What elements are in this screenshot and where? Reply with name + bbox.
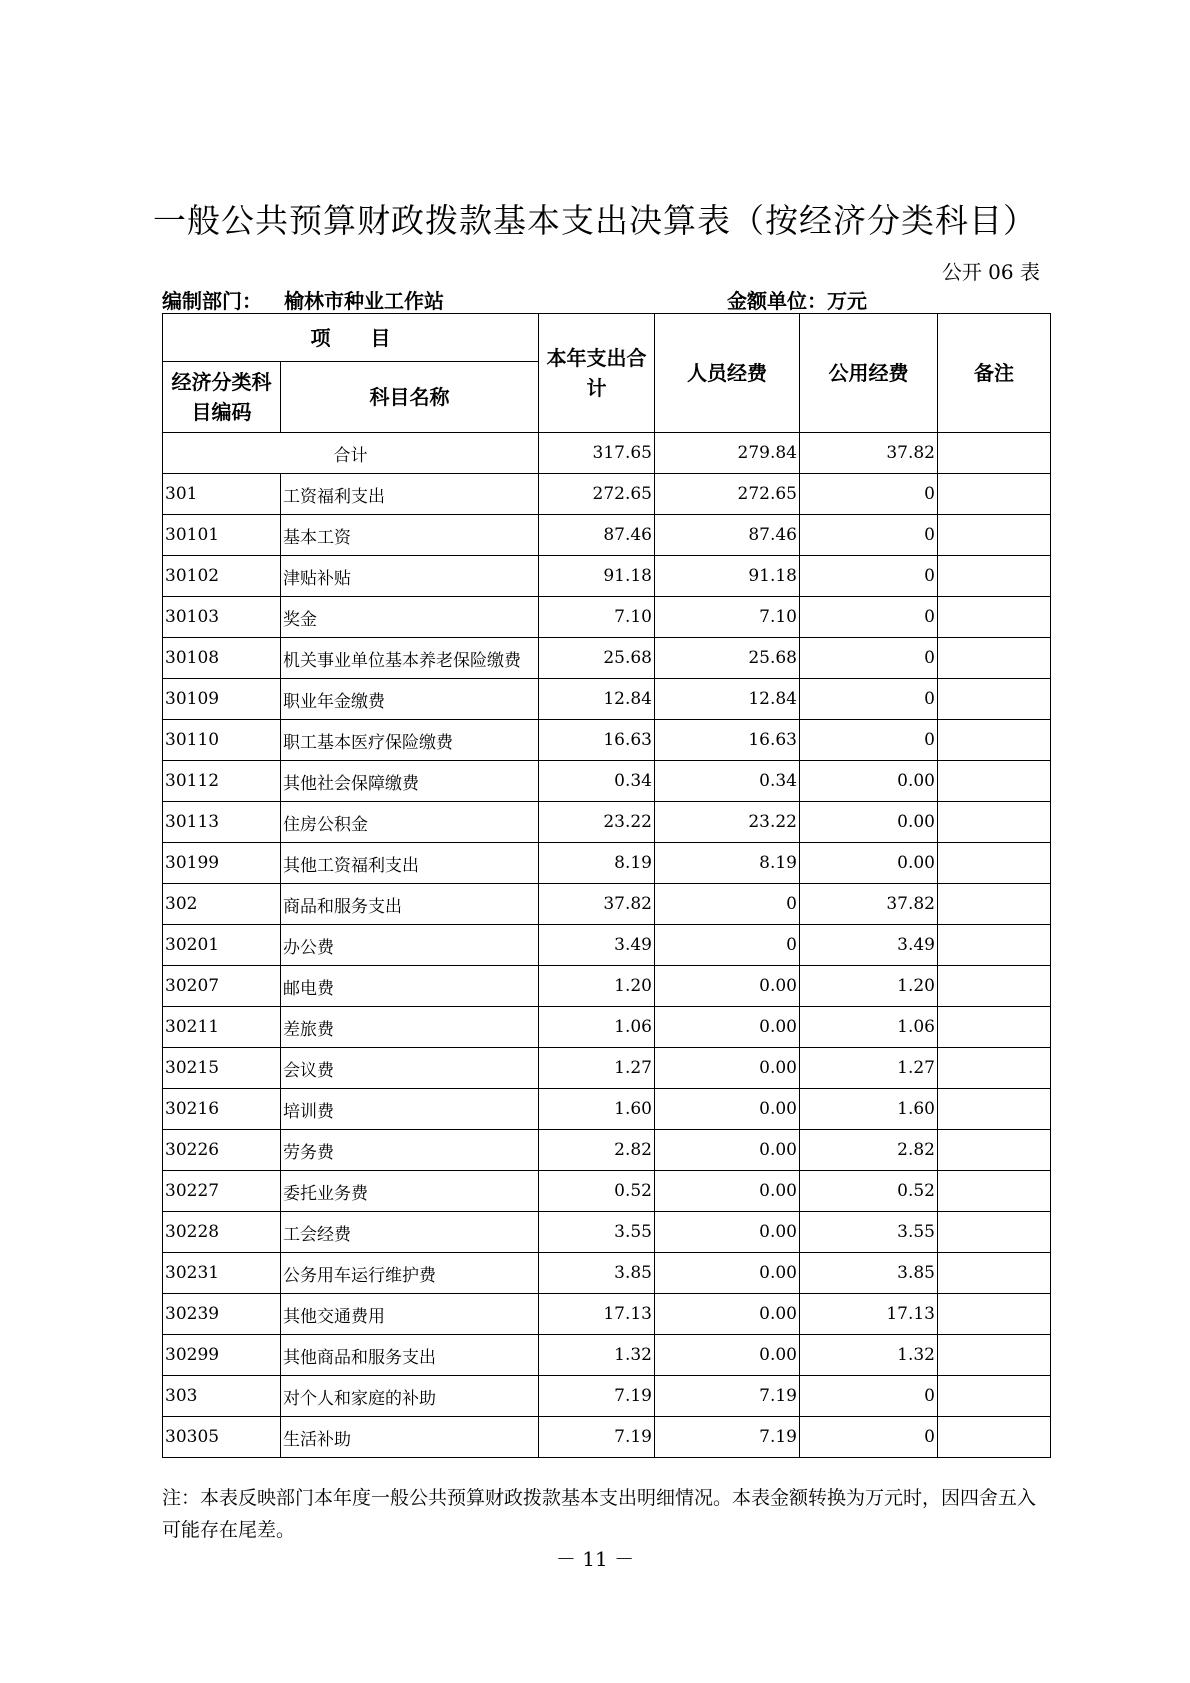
row-total: 1.06	[539, 1007, 655, 1048]
budget-table	[162, 313, 1051, 1458]
row-code: 30211	[163, 1007, 281, 1048]
total-public: 37.82	[800, 433, 938, 474]
row-code: 30113	[163, 802, 281, 843]
total-row	[163, 433, 1051, 474]
row-personnel: 8.19	[655, 843, 800, 884]
header-row-1	[163, 314, 1051, 362]
row-total: 1.32	[539, 1335, 655, 1376]
row-name: 劳务费	[281, 1130, 539, 1171]
row-total: 37.82	[539, 884, 655, 925]
department-value: 榆林市种业工作站	[284, 289, 444, 313]
table-row	[163, 1171, 1051, 1212]
page-title: 一般公共预算财政拨款基本支出决算表（按经济分类科目）	[153, 201, 1037, 240]
row-public: 0	[800, 720, 938, 761]
row-personnel: 0.00	[655, 1171, 800, 1212]
table-row	[163, 802, 1051, 843]
table-row	[163, 1130, 1051, 1171]
row-name: 邮电费	[281, 966, 539, 1007]
row-name: 其他工资福利支出	[281, 843, 539, 884]
row-personnel: 0.00	[655, 1294, 800, 1335]
total-remark	[938, 433, 1051, 474]
department-info	[162, 285, 444, 314]
row-remark	[938, 556, 1051, 597]
row-name: 差旅费	[281, 1007, 539, 1048]
department-label: 编制部门：	[162, 289, 262, 313]
row-personnel: 91.18	[655, 556, 800, 597]
row-public: 1.20	[800, 966, 938, 1007]
row-public: 37.82	[800, 884, 938, 925]
row-name: 基本工资	[281, 515, 539, 556]
row-personnel: 0.00	[655, 1130, 800, 1171]
row-personnel: 12.84	[655, 679, 800, 720]
row-total: 23.22	[539, 802, 655, 843]
row-public: 0	[800, 515, 938, 556]
row-name: 机关事业单位基本养老保险缴费	[281, 638, 539, 679]
row-remark	[938, 638, 1051, 679]
table-row	[163, 1253, 1051, 1294]
row-public: 17.13	[800, 1294, 938, 1335]
row-code: 30109	[163, 679, 281, 720]
table-row	[163, 679, 1051, 720]
row-public: 0	[800, 1376, 938, 1417]
row-remark	[938, 1089, 1051, 1130]
row-remark	[938, 720, 1051, 761]
row-total: 12.84	[539, 679, 655, 720]
row-name: 商品和服务支出	[281, 884, 539, 925]
table-row	[163, 1376, 1051, 1417]
row-public: 2.82	[800, 1130, 938, 1171]
row-code: 30108	[163, 638, 281, 679]
row-code: 30215	[163, 1048, 281, 1089]
row-total: 1.27	[539, 1048, 655, 1089]
table-row	[163, 720, 1051, 761]
row-code: 30226	[163, 1130, 281, 1171]
row-public: 0.00	[800, 843, 938, 884]
row-code: 303	[163, 1376, 281, 1417]
row-name: 其他商品和服务支出	[281, 1335, 539, 1376]
row-public: 0	[800, 474, 938, 515]
row-personnel: 0.00	[655, 1212, 800, 1253]
row-public: 3.55	[800, 1212, 938, 1253]
row-remark	[938, 597, 1051, 638]
row-personnel: 25.68	[655, 638, 800, 679]
row-name: 生活补助	[281, 1417, 539, 1458]
row-remark	[938, 515, 1051, 556]
table-row	[163, 1048, 1051, 1089]
header-public: 公用经费	[800, 314, 938, 433]
row-total: 8.19	[539, 843, 655, 884]
row-name: 住房公积金	[281, 802, 539, 843]
row-remark	[938, 1048, 1051, 1089]
row-remark	[938, 1253, 1051, 1294]
total-label: 合计	[163, 433, 539, 474]
header-remark: 备注	[938, 314, 1051, 433]
row-code: 30207	[163, 966, 281, 1007]
table-row	[163, 966, 1051, 1007]
row-total: 0.52	[539, 1171, 655, 1212]
row-public: 3.85	[800, 1253, 938, 1294]
header-personnel: 人员经费	[655, 314, 800, 433]
row-total: 2.82	[539, 1130, 655, 1171]
row-remark	[938, 1294, 1051, 1335]
row-public: 0	[800, 1417, 938, 1458]
row-name: 办公费	[281, 925, 539, 966]
row-personnel: 7.19	[655, 1376, 800, 1417]
table-row	[163, 597, 1051, 638]
row-public: 3.49	[800, 925, 938, 966]
table-number: 公开 06 表	[941, 260, 1040, 284]
row-remark	[938, 802, 1051, 843]
row-code: 30305	[163, 1417, 281, 1458]
row-remark	[938, 1130, 1051, 1171]
row-remark	[938, 1007, 1051, 1048]
row-public: 0.00	[800, 802, 938, 843]
row-personnel: 0.34	[655, 761, 800, 802]
row-public: 0.00	[800, 761, 938, 802]
row-code: 30102	[163, 556, 281, 597]
row-code: 301	[163, 474, 281, 515]
row-public: 1.60	[800, 1089, 938, 1130]
footnote: 注：本表反映部门本年度一般公共预算财政拨款基本支出明细情况。本表金额转换为万元时，因四舍五入可能存在尾差。	[162, 1487, 1037, 1541]
table-row	[163, 1212, 1051, 1253]
row-personnel: 87.46	[655, 515, 800, 556]
row-total: 25.68	[539, 638, 655, 679]
row-total: 16.63	[539, 720, 655, 761]
table-row	[163, 638, 1051, 679]
row-personnel: 7.19	[655, 1417, 800, 1458]
row-public: 1.32	[800, 1335, 938, 1376]
row-code: 30101	[163, 515, 281, 556]
row-name: 委托业务费	[281, 1171, 539, 1212]
row-remark	[938, 1171, 1051, 1212]
row-personnel: 0.00	[655, 1089, 800, 1130]
row-personnel: 7.10	[655, 597, 800, 638]
row-remark	[938, 884, 1051, 925]
row-public: 0	[800, 597, 938, 638]
row-total: 3.55	[539, 1212, 655, 1253]
row-name: 职工基本医疗保险缴费	[281, 720, 539, 761]
header-name: 科目名称	[281, 362, 539, 433]
row-name: 工会经费	[281, 1212, 539, 1253]
row-name: 培训费	[281, 1089, 539, 1130]
row-public: 0	[800, 679, 938, 720]
row-total: 91.18	[539, 556, 655, 597]
row-name: 津贴补贴	[281, 556, 539, 597]
row-personnel: 0	[655, 925, 800, 966]
row-personnel: 0.00	[655, 1335, 800, 1376]
table-row	[163, 884, 1051, 925]
row-personnel: 0.00	[655, 1007, 800, 1048]
row-public: 1.27	[800, 1048, 938, 1089]
row-name: 会议费	[281, 1048, 539, 1089]
table-row	[163, 1417, 1051, 1458]
row-total: 87.46	[539, 515, 655, 556]
row-remark	[938, 761, 1051, 802]
row-total: 3.85	[539, 1253, 655, 1294]
table-row	[163, 556, 1051, 597]
row-code: 30228	[163, 1212, 281, 1253]
row-name: 其他交通费用	[281, 1294, 539, 1335]
row-total: 3.49	[539, 925, 655, 966]
unit-label: 金额单位：万元	[727, 289, 867, 313]
row-personnel: 0.00	[655, 1253, 800, 1294]
page-number: － 11 －	[555, 1547, 635, 1571]
row-code: 30201	[163, 925, 281, 966]
row-public: 0.52	[800, 1171, 938, 1212]
row-code: 30216	[163, 1089, 281, 1130]
row-remark	[938, 925, 1051, 966]
header-item: 项 目	[163, 314, 539, 362]
header-code: 经济分类科目编码	[163, 362, 281, 433]
row-remark	[938, 1417, 1051, 1458]
row-personnel: 0.00	[655, 966, 800, 1007]
row-name: 工资福利支出	[281, 474, 539, 515]
row-name: 其他社会保障缴费	[281, 761, 539, 802]
row-remark	[938, 1335, 1051, 1376]
row-name: 奖金	[281, 597, 539, 638]
row-total: 1.20	[539, 966, 655, 1007]
row-code: 302	[163, 884, 281, 925]
row-code: 30299	[163, 1335, 281, 1376]
table-row	[163, 1089, 1051, 1130]
row-remark	[938, 966, 1051, 1007]
row-personnel: 0.00	[655, 1048, 800, 1089]
row-total: 7.19	[539, 1417, 655, 1458]
row-code: 30110	[163, 720, 281, 761]
table-row	[163, 925, 1051, 966]
table-row	[163, 1007, 1051, 1048]
row-remark	[938, 1212, 1051, 1253]
row-personnel: 0	[655, 884, 800, 925]
row-name: 对个人和家庭的补助	[281, 1376, 539, 1417]
row-public: 0	[800, 556, 938, 597]
row-total: 1.60	[539, 1089, 655, 1130]
row-code: 30227	[163, 1171, 281, 1212]
row-public: 0	[800, 638, 938, 679]
table-row	[163, 843, 1051, 884]
header-total: 本年支出合计	[539, 314, 655, 433]
row-total: 17.13	[539, 1294, 655, 1335]
row-remark	[938, 843, 1051, 884]
table-row	[163, 761, 1051, 802]
row-code: 30231	[163, 1253, 281, 1294]
row-total: 272.65	[539, 474, 655, 515]
row-total: 7.10	[539, 597, 655, 638]
row-total: 7.19	[539, 1376, 655, 1417]
row-code: 30103	[163, 597, 281, 638]
row-name: 职业年金缴费	[281, 679, 539, 720]
row-code: 30112	[163, 761, 281, 802]
row-personnel: 272.65	[655, 474, 800, 515]
total-personnel: 279.84	[655, 433, 800, 474]
table-row	[163, 1335, 1051, 1376]
row-remark	[938, 679, 1051, 720]
total-amount: 317.65	[539, 433, 655, 474]
row-code: 30239	[163, 1294, 281, 1335]
table-row	[163, 1294, 1051, 1335]
row-remark	[938, 1376, 1051, 1417]
row-remark	[938, 474, 1051, 515]
row-total: 0.34	[539, 761, 655, 802]
row-code: 30199	[163, 843, 281, 884]
table-row	[163, 474, 1051, 515]
table-row	[163, 515, 1051, 556]
table-body	[163, 433, 1051, 1458]
row-personnel: 23.22	[655, 802, 800, 843]
row-name: 公务用车运行维护费	[281, 1253, 539, 1294]
row-public: 1.06	[800, 1007, 938, 1048]
row-personnel: 16.63	[655, 720, 800, 761]
